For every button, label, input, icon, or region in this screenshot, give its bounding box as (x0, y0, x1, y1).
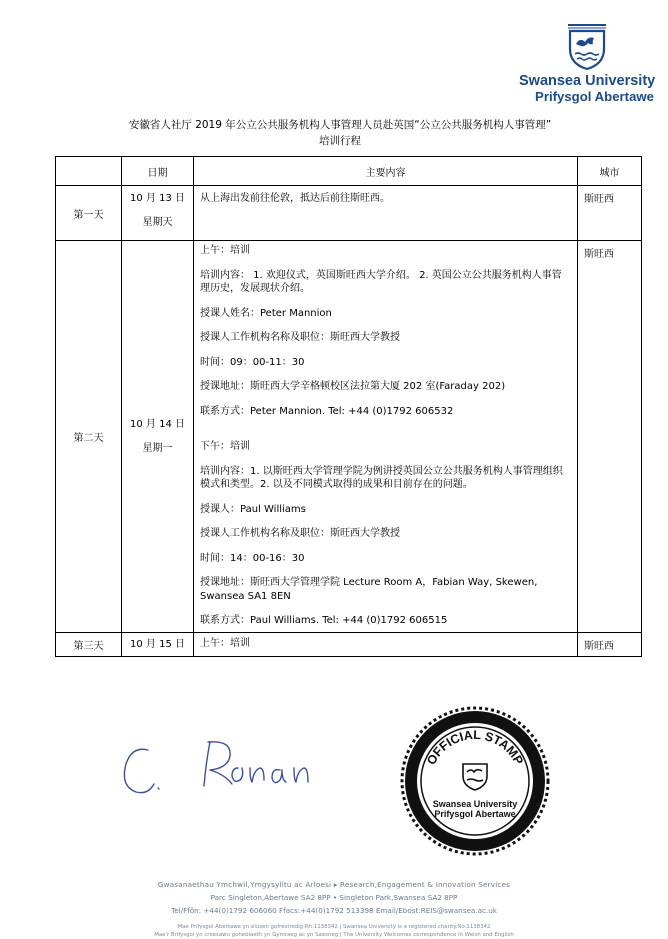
morning-session-label: 上午：培训 (200, 245, 250, 256)
city-cell: 斯旺西 (578, 186, 642, 241)
logo-welsh-name: Prifysgol Abertawe (535, 89, 654, 104)
table-row (56, 186, 642, 241)
stamp-top-text: OFFICIAL STAMP (424, 727, 526, 768)
day-cell: 第三天 (56, 632, 122, 656)
table-header-row (56, 157, 642, 186)
footer-language-note: Mae'r Brifysgol yn croesawu gohebiaeth yn Gymraeg ac yn Saesneg | The University Welcomes correspondence in Welsh and English (154, 932, 514, 937)
stamp-line-2: Prifysgol Abertawe (434, 809, 516, 819)
morning-address: 授课地址：斯旺西大学辛格顿校区法拉第大厦 202 室(Faraday 202) (200, 381, 506, 392)
logo-english-name: Swansea University (519, 73, 656, 89)
date-text: 10 月 14 日 (130, 418, 185, 430)
content-cell (194, 241, 578, 633)
title-line-1: 安徽省人社厅 2019 年公立公共服务机构人事管理人员赴英国“公立公共服务机构人事管理” (128, 119, 552, 131)
content-paragraph: 从上海出发前往伦敦，抵达后前往斯旺西。 (200, 193, 390, 204)
date-cell (122, 186, 194, 241)
content-paragraph: 上午：培训 (200, 637, 250, 649)
content-cell (194, 632, 578, 656)
footer-contact: Tel/Ffôn: +44(0)1792 606060 Ffacs:+44(0)1792 513398 Email/Ebost:REIS@swansea.ac.uk (171, 906, 497, 915)
official-stamp (400, 706, 550, 856)
day-cell: 第一天 (56, 186, 122, 241)
footer-address: Parc Singleton,Abertawe SA2 8PP • Singleton Park,Swansea SA2 8PP (210, 893, 458, 902)
schedule-table (55, 156, 642, 657)
table-row (56, 632, 642, 656)
afternoon-address: 授课地址：斯旺西大学管理学院 Lecture Room A，Fabian Way, Skewen, Swansea SA1 8EN (200, 577, 538, 602)
city-cell: 斯旺西 (578, 241, 642, 633)
stamp-line-1: Swansea University (432, 799, 518, 809)
city-cell: 斯旺西 (578, 632, 642, 656)
date-text: 10 月 15 日 (130, 638, 185, 650)
date-text: 10 月 13 日 (130, 193, 185, 204)
morning-training-content: 培训内容： 1. 欢迎仪式，英国斯旺西大学介绍。 2. 英国公立公共服务机构人事管理历史，发展现状介绍。 (200, 269, 562, 294)
swansea-crest-icon (562, 22, 612, 72)
morning-lecturer-name: 授课人姓名：Peter Mannion (200, 307, 332, 319)
afternoon-session-label: 下午：培训 (200, 441, 250, 452)
header-date: 日期 (122, 157, 194, 186)
morning-lecturer-position: 授课人工作机构名称及职位：斯旺西大学教授 (200, 332, 400, 343)
header-content: 主要内容 (194, 157, 578, 186)
header-city: 城市 (578, 157, 642, 186)
day-cell: 第二天 (56, 241, 122, 633)
afternoon-contact: 联系方式：Paul Williams. Tel: +44 (0)1792 606515 (200, 615, 448, 626)
footer-services: Gwasanaethau Ymchwil,Ymgysylltu ac Arloesi ▸ Research,Engagement & Innovation Services (157, 880, 511, 889)
document-title (40, 117, 640, 149)
content-cell (194, 186, 578, 241)
university-logo (519, 22, 654, 104)
page-footer (0, 878, 668, 937)
table-row (56, 241, 642, 633)
date-cell (122, 632, 194, 656)
afternoon-lecturer-name: 授课人：Paul Williams (200, 503, 306, 515)
weekday-text: 星期一 (142, 442, 173, 454)
afternoon-lecturer-position: 授课人工作机构名称及职位：斯旺西大学教授 (200, 528, 400, 539)
afternoon-training-content: 培训内容：1. 以斯旺西大学管理学院为例讲授英国公立公共服务机构人事管理组织模式和类型。2. 以及不同模式取得的成果和目前存在的问题。 (200, 465, 563, 490)
header-day (56, 157, 122, 186)
weekday-text: 星期天 (142, 217, 173, 228)
morning-contact: 联系方式：Peter Mannion. Tel: +44 (0)1792 606532 (200, 405, 454, 417)
afternoon-time: 时间：14：00-16：30 (200, 552, 305, 564)
footer-charity-note: Mae Prifysgol Abertawe yn elusen gofrestredig.Rh.1138342 | Swansea University is a registered charity.No.1138342 (177, 924, 491, 930)
handwritten-signature (118, 728, 328, 808)
date-cell (122, 241, 194, 633)
title-line-2: 培训行程 (319, 135, 361, 147)
morning-time: 时间：09：00-11：30 (200, 356, 305, 368)
